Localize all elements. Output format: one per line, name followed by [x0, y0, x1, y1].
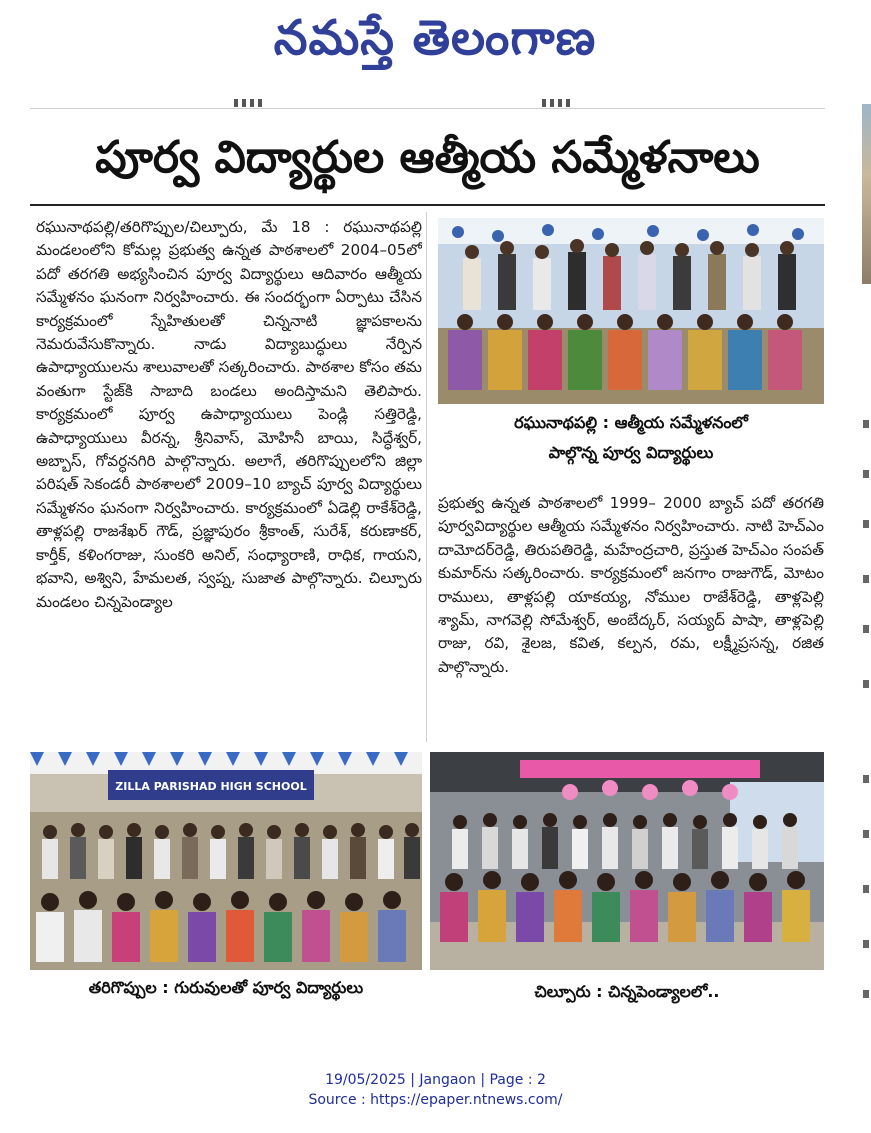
masthead-logo — [230, 6, 640, 70]
clipped-text-fragment — [863, 625, 869, 633]
footer-source: Source : https://epaper.ntnews.com/ — [308, 1092, 563, 1108]
clipped-text-fragment — [863, 575, 869, 583]
clipped-text-fragment — [863, 885, 869, 893]
clipped-text-fragment — [863, 990, 869, 998]
photo-raghunathapalli-group — [438, 218, 824, 404]
clipped-text-fragment — [863, 520, 869, 528]
masthead-title: నమస్తే తెలంగాణ — [273, 10, 597, 66]
photo-chinnapendyala-group — [430, 752, 824, 970]
photo-caption-top — [438, 408, 824, 472]
school-banner-text: ZILLA PARISHAD HIGH SCHOOL — [115, 780, 307, 793]
clipped-adjacent-photo — [862, 104, 871, 284]
photo-tarigoppula-group — [30, 752, 422, 970]
column-divider — [426, 212, 427, 742]
headline-text: పూర్వ విద్యార్థుల ఆత్మీయ సమ్మేళనాలు — [95, 132, 760, 183]
top-rule — [30, 108, 825, 109]
clipped-text-fragment — [863, 775, 869, 783]
group-photo-illustration — [30, 752, 422, 970]
clipped-text-fragment — [863, 420, 869, 428]
clipped-text-fragment — [540, 92, 572, 104]
group-photo-illustration — [430, 752, 824, 970]
headline — [30, 118, 825, 198]
clipped-text-fragment — [863, 680, 869, 688]
clipped-text-fragment — [863, 940, 869, 948]
clipped-text-fragment — [232, 92, 264, 104]
photo-caption-bottom-right: చిల్పూరు : చిన్నపెండ్యాలలో.. — [534, 982, 720, 1001]
caption-top-line1: రఘునాథపల్లి : ఆత్మీయ సమ్మేళనంలో — [514, 413, 748, 432]
footer-date-edition: 19/05/2025 | Jangaon | Page : 2 — [325, 1072, 546, 1088]
caption-top-line2: పాల్గొన్న పూర్వ విద్యార్థులు — [548, 443, 714, 462]
footer — [0, 1070, 871, 1110]
photo-caption-bottom-left: తరిగొప్పుల : గురువులతో పూర్వ విద్యార్థులు — [88, 978, 364, 997]
clipped-text-fragment — [863, 470, 869, 478]
headline-rule — [30, 204, 825, 206]
clipped-text-fragment — [863, 830, 869, 838]
group-photo-illustration — [438, 218, 824, 404]
article-body-left: రఘునాథపల్లి/తరిగొప్పుల/చిల్పూరు, మే 18 : రఘునాథపల్లి మండలంలోని కోమల్ల ప్రభుత్వ ఉన్నత పాఠశాలలో 2004–05లో పదో తరగతి అభ్యసించిన పూర్వ విద్యార్థులు ఆదివారం ఆత్మీయ సమ్మేళనం ఘనంగా నిర్వహించారు. ఈ సందర్భంగా ఏర్పాటు చేసిన కార్యక్రమంలో స్నేహితులతో చిన్ననాటి జ్ఞాపకాలను నెమరువేసుకొన్నారు. నాడు విద్యాబుద్ధులు నేర్పిన ఉపాధ్యాయులను శాలువాలతో సత్కరించారు. పాఠశాల కోసం తమ వంతుగా స్టేజ్‌కి సాబాది బండలు అందిస్తామని తెలిపారు. కార్యక్రమంలో పూర్వ ఉపాధ్యాయులు పెండ్లి సత్తిరెడ్డి, ఉపాధ్యాయులు వీరన్న, శ్రీనివాస్, మోహినీ బాయి, సిద్ధేశ్వర్, అబ్బాస్, గోవర్ధనగిరి పాల్గొన్నారు. అలాగే, తరిగొప్పులలోని జిల్లా పరిషత్ సెకండరీ పాఠశాలలో 2009–10 బ్యాచ్ పూర్వ విద్యార్థులు సమ్మేళనం ఘనంగా నిర్వహించారు. కార్యక్రమంలో ఏడెల్లి రాకేశ్‌రెడ్డి, తాళ్లపల్లి రాజశేఖర్ గౌడ్, ప్రజ్ఞాపురం శ్రీకాంత్, సురేశ్, కరుణాకర్, కార్తీక్, కళింగరాజు, సుంకరి అనిల్, సంధ్యారాణి, రాధిక, గాయని, భవాని, అశ్విని, హేమలత, స్వప్న, సుజాత పాల్గొన్నారు. చిల్పూరు మండలం చిన్నపెండ్యాల — [36, 218, 422, 611]
article-body-right: ప్రభుత్వ ఉన్నత పాఠశాలలో 1999– 2000 బ్యాచ్ పదో తరగతి పూర్వవిద్యార్థుల ఆత్మీయ సమ్మేళనం నిర్వహించారు. నాటి హెచ్‌ఎం దామోదర్‌రెడ్డి, తిరుపతిరెడ్డి, మహేంద్రచారి, ప్రస్తుత హెచ్‌ఎం సంపత్ కుమార్‌ను సత్కరించారు. కార్యక్రమంలో జనగాం రాజుగౌడ్, మోటం రాములు, తాళ్లపల్లి యాకయ్య, నోముల రాజేశ్‌రెడ్డి, తాళ్లపెల్లి శ్యామ్, నాగవెల్లి సోమేశ్వర్, అంబేద్కర్, సయ్యద్ పాషా, తాళ్లపెల్లి రాజు, రవి, శైలజ, కవిత, కల్పన, రమ, లక్ష్మీప్రసన్న, రజిత పాల్గొన్నారు. — [438, 494, 824, 676]
